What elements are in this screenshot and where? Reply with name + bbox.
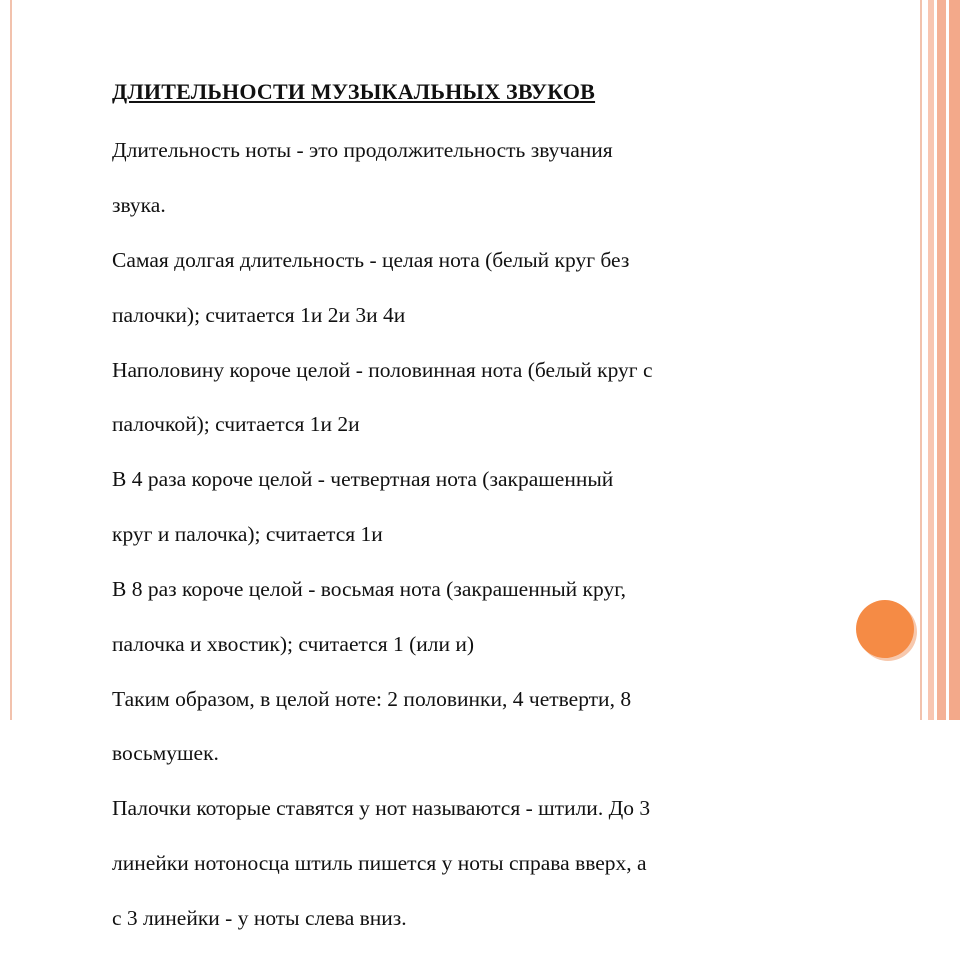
decorative-circle-icon bbox=[856, 600, 914, 658]
body-line: палочка и хвостик); считается 1 (или и) bbox=[112, 631, 475, 656]
slide-title: ДЛИТЕЛЬНОСТИ МУЗЫКАЛЬНЫХ ЗВУКОВ bbox=[112, 79, 596, 104]
body-line: круг и палочка); считается 1и bbox=[112, 522, 383, 547]
body-line: линейки нотоносца штиль пишется у ноты справа вверх, а bbox=[112, 850, 647, 875]
body-line: палочки); считается 1и 2и 3и 4и bbox=[112, 302, 406, 327]
body-line: звука. bbox=[112, 193, 166, 218]
body-line: палочкой); считается 1и 2и bbox=[112, 412, 360, 437]
body-line: восьмушек. bbox=[112, 741, 219, 766]
body-line: В 8 раз короче целой - восьмая нота (закрашенный круг, bbox=[112, 576, 626, 601]
body-line: В 4 раза короче целой - четвертная нота (закрашенный bbox=[112, 467, 614, 492]
stripe-1 bbox=[928, 0, 934, 720]
decorative-stripes bbox=[928, 0, 960, 720]
body-line: Наполовину короче целой - половинная нота (белый круг с bbox=[112, 357, 653, 382]
slide-body bbox=[112, 110, 812, 960]
body-line: с 3 линейки - у ноты слева вниз. bbox=[112, 905, 407, 930]
body-line: Длительность ноты - это продолжительность звучания bbox=[112, 138, 613, 163]
slide-content bbox=[112, 78, 812, 960]
body-line: Таким образом, в целой ноте: 2 половинки, 4 четверти, 8 bbox=[112, 686, 632, 711]
stripe-2 bbox=[937, 0, 946, 720]
body-line: Самая долгая длительность - целая нота (белый круг без bbox=[112, 248, 630, 273]
body-line: Палочки которые ставятся у нот называются - штили. До 3 bbox=[112, 796, 651, 821]
stripe-3 bbox=[949, 0, 960, 720]
